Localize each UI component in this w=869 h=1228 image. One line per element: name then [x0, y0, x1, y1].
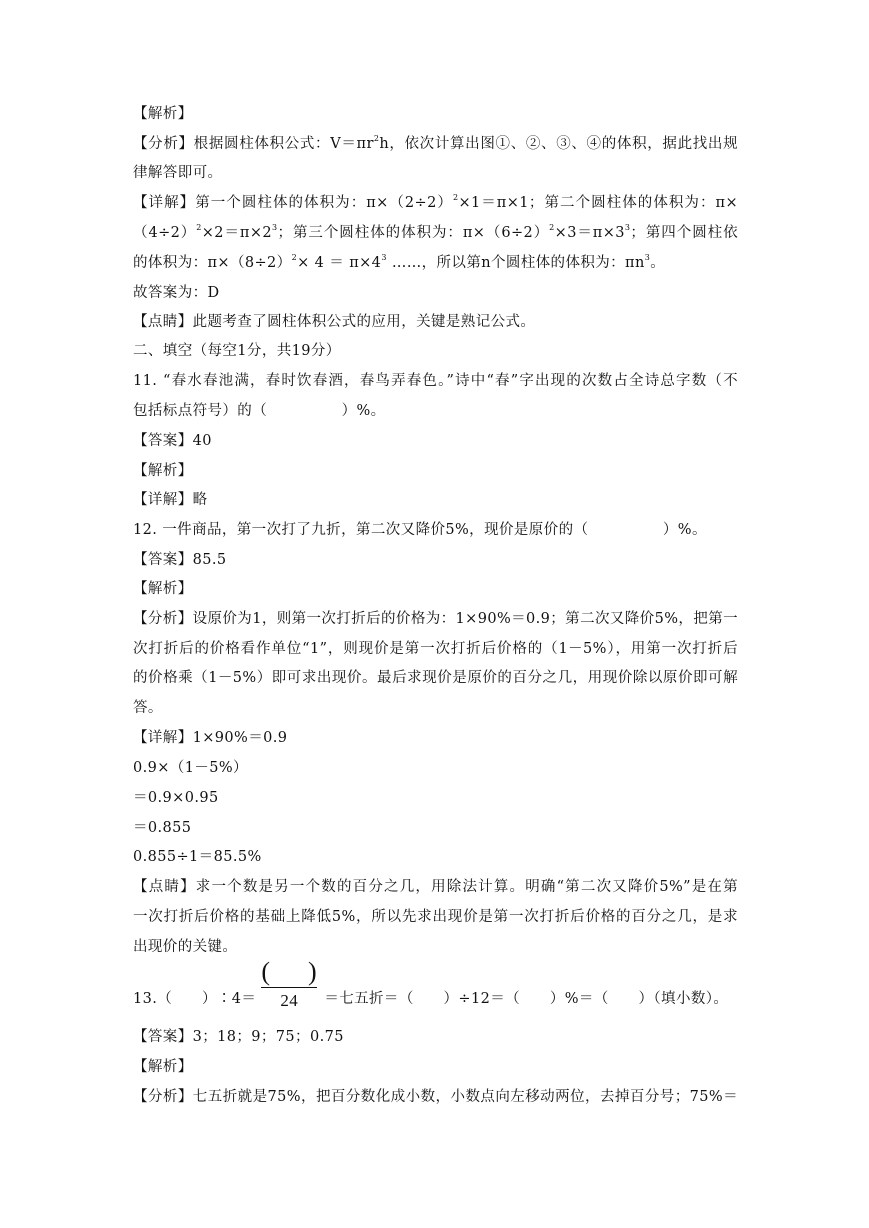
question-12-analysis-line4: 答。	[133, 700, 163, 716]
fraction	[261, 957, 323, 1010]
question-12-answer: 【答案】85.5	[133, 552, 227, 568]
fraction-bar	[261, 987, 317, 988]
section-jiexi-heading: 【解析】	[133, 106, 193, 122]
section-heading-fill-blank: 二、填空（每空1分，共19分）	[133, 343, 341, 359]
question-13-analysis: 【分析】七五折就是75%，把百分数化成小数，小数点向左移动两位，去掉百分号；75%＝	[133, 1089, 738, 1105]
question-12-detail-step3: ＝0.9×0.95	[133, 790, 219, 806]
fraction-numerator: ( )	[261, 957, 323, 986]
question-11-jiexi: 【解析】	[133, 463, 193, 479]
question-12-detail-step4: ＝0.855	[133, 820, 192, 836]
question-12-comment-line2: 一次打折后价格的基础上降低5%，所以先求出现价是第一次打折后价格的百分之几，是求	[133, 909, 738, 925]
question-13-jiexi: 【解析】	[133, 1059, 193, 1075]
question-12-comment-line1: 【点睛】求一个数是另一个数的百分之几，用除法计算。明确“第二次又降价5%”是在第	[133, 879, 738, 895]
fraction-denominator: 24	[280, 991, 299, 1010]
question-13: 13.（ ）∶4＝ ( ) 24 ＝七五折＝（ ）÷12＝（ ）%＝（ ）（填小数）。	[133, 957, 729, 1010]
question-12-comment-line3: 出现价的关键。	[133, 939, 238, 955]
detail-paragraph-line1: 【详解】第一个圆柱体的体积为：$\pi\times(2\div 2)^2\times 1=\pi\times 1$；第二个圆柱体的体积为：π×	[133, 193, 738, 211]
detail-paragraph-line2: $(4\div 2)^2\times 2=\pi\times 2^3$；第三个圆柱体的体积为：$\pi\times(6\div 2)^2\times 3=\pi\times 3^3$；第四个圆柱依	[133, 223, 738, 241]
question-12-detail-step1: 【详解】1×90%＝0.9	[133, 730, 288, 746]
question-12-analysis-line2: 次打折后的价格看作单位“1”，则现价是第一次打折后价格的（1－5%），用第一次打折后	[133, 641, 738, 657]
question-12-jiexi: 【解析】	[133, 581, 193, 597]
question-13-answer: 【答案】3；18；9；75；0.75	[133, 1029, 344, 1045]
question-11-line1: 11. “春水春池满，春时饮春酒，春鸟弄春色。”诗中“春”字出现的次数占全诗总字数（不	[133, 373, 738, 389]
answer-conclusion: 故答案为：D	[133, 285, 220, 301]
question-11-detail: 【详解】略	[133, 492, 208, 508]
question-12-detail-step2: 0.9×（1－5%）	[133, 760, 248, 776]
comment-paragraph: 【点睛】此题考查了圆柱体积公式的应用，关键是熟记公式。	[133, 314, 536, 330]
question-11-line2: 包括标点符号）的（ ）%。	[133, 403, 386, 419]
fraction-box	[261, 957, 323, 1011]
question-11-answer: 【答案】40	[133, 433, 212, 449]
question-12-analysis-line3: 的价格乘（1－5%）即可求出现价。最后求现价是原价的百分之几，用现价除以原价即可解	[133, 670, 738, 686]
analysis-paragraph: 【分析】根据圆柱体积公式：$V=\pi r^2h$，依次计算出图①、②、③、④的体积，据此找出规	[133, 134, 739, 152]
question-12: 12. 一件商品，第一次打了九折，第二次又降价5%，现价是原价的（ ）%。	[133, 522, 707, 538]
detail-paragraph-line3: 的体积为：$\pi\times(8\div 2)^2\times 4 = \pi\times 4^3$ ……，所以第n个圆柱体的体积为：$\pi n^3$。	[133, 253, 666, 271]
question-12-analysis-line1: 【分析】设原价为1，则第一次打折后的价格为：1×90%＝0.9；第二次又降价5%，把第一	[133, 611, 738, 627]
analysis-paragraph-cont: 律解答即可。	[133, 165, 223, 181]
question-12-detail-step5: 0.855÷1＝85.5%	[133, 849, 262, 865]
